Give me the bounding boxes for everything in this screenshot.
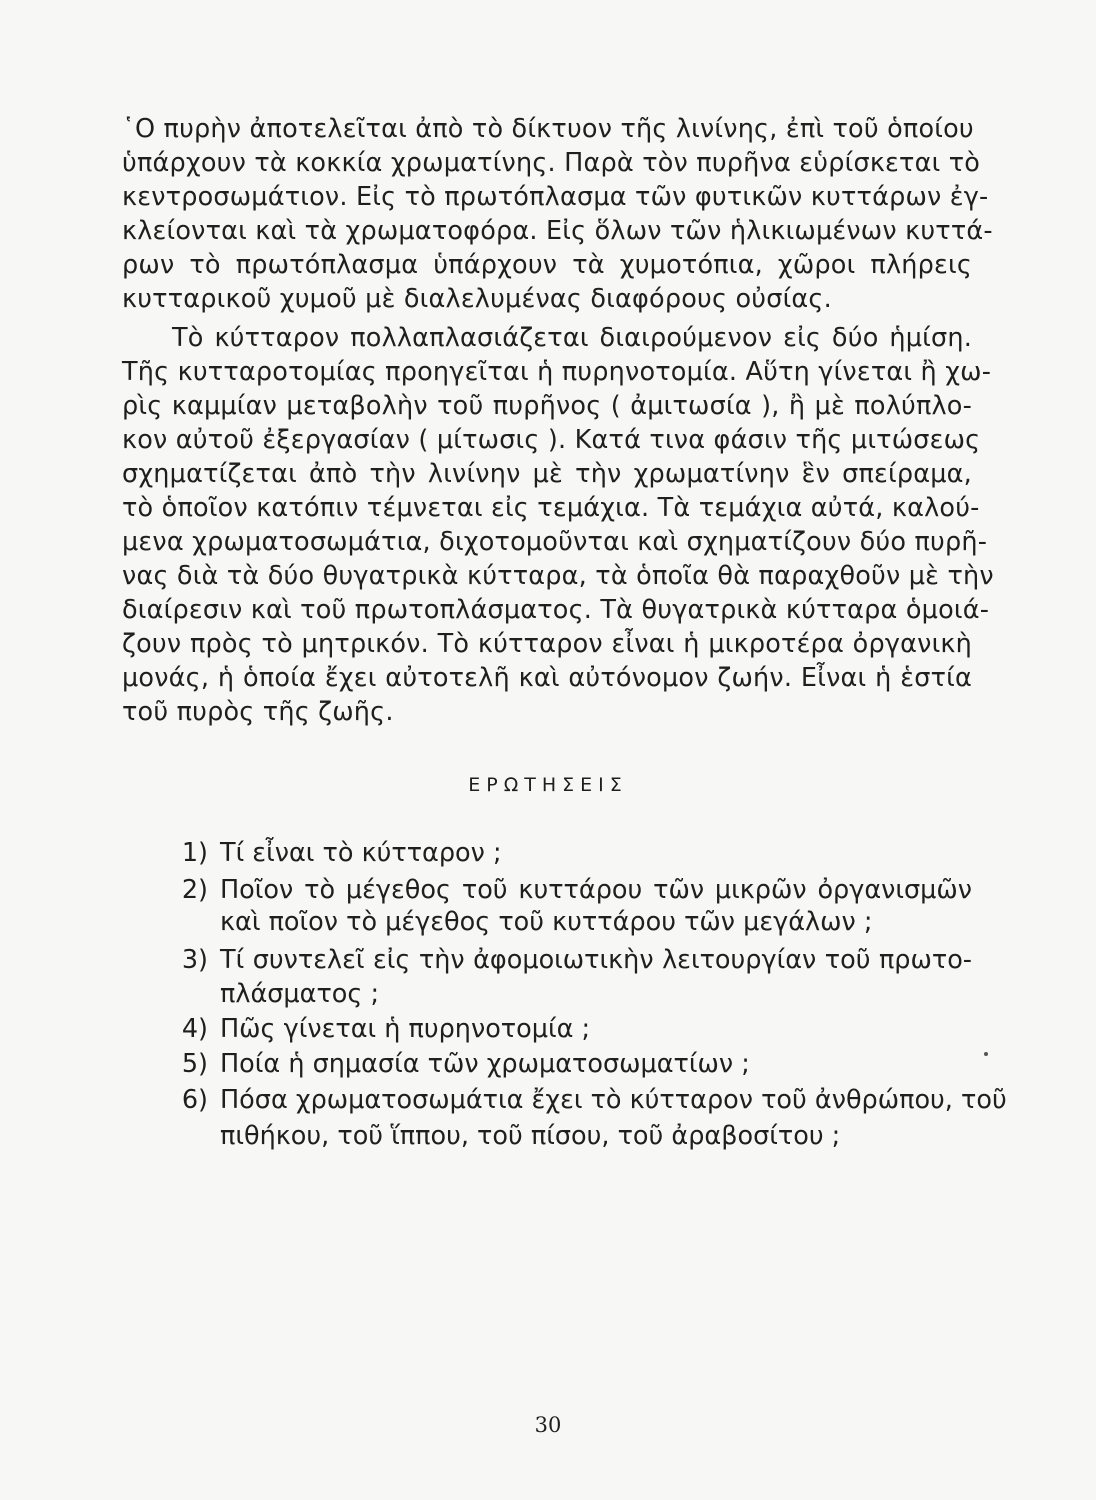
question-text: πλάσματος ;: [220, 979, 380, 1009]
question-number: 5): [181, 1049, 208, 1079]
question-number: 4): [181, 1014, 208, 1044]
body-line: μονάς, ἡ ὁποία ἔχει αὐτοτελῆ καὶ αὐτόνομον ζωήν. Εἶναι ἡ ἑστία: [122, 663, 972, 693]
body-line: διαίρεσιν καὶ τοῦ πρωτοπλάσματος. Τὰ θυγατρικὰ κύτταρα ὁμοιά-: [122, 595, 990, 625]
body-line: τοῦ πυρὸς τῆς ζωῆς.: [122, 697, 394, 727]
body-line: ῾Ο πυρὴν ἀποτελεῖται ἀπὸ τὸ δίκτυον τῆς λινίνης, ἐπὶ τοῦ ὁποίου: [122, 114, 974, 144]
question-text: Πῶς γίνεται ἡ πυρηνοτομία ;: [220, 1014, 591, 1044]
body-line: κον αὐτοῦ ἐξεργασίαν ( μίτωσις ). Κατά τινα φάσιν τῆς μιτώσεως: [122, 425, 981, 455]
question-text: πιθήκου, τοῦ ἵππου, τοῦ πίσου, τοῦ ἀραβοσίτου ;: [220, 1121, 841, 1151]
page-number: 30: [534, 1413, 562, 1437]
questions-heading: ΕΡΩΤΗΣΕΙΣ: [468, 774, 628, 796]
question-text: Ποῖον τὸ μέγεθος τοῦ κυττάρου τῶν μικρῶν ὀργανισμῶν: [220, 875, 972, 905]
question-text: καὶ ποῖον τὸ μέγεθος τοῦ κυττάρου τῶν μεγάλων ;: [220, 907, 873, 937]
question-number: 2): [181, 875, 208, 905]
question-number: 3): [181, 945, 208, 975]
print-speck: [984, 1052, 988, 1056]
question-text: Πόσα χρωματοσωμάτια ἔχει τὸ κύτταρον τοῦ ἀνθρώπου, τοῦ: [220, 1085, 1007, 1115]
body-line: ζουν πρὸς τὸ μητρικόν. Τὸ κύτταρον εἶναι ἡ μικροτέρα ὀργανικὴ: [122, 629, 972, 659]
body-line: κυτταρικοῦ χυμοῦ μὲ διαλελυμένας διαφόρους οὐσίας.: [122, 284, 832, 314]
body-line: Τῆς κυτταροτομίας προηγεῖται ἡ πυρηνοτομία. Αὕτη γίνεται ἢ χω-: [122, 357, 992, 387]
body-line: κλείονται καὶ τὰ χρωματοφόρα. Εἰς ὅλων τῶν ἡλικιωμένων κυττά-: [122, 216, 993, 246]
question-number: 1): [181, 838, 208, 868]
body-line: τὸ ὁποῖον κατόπιν τέμνεται εἰς τεμάχια. Τὰ τεμάχια αὐτά, καλού-: [122, 493, 980, 523]
body-line: μενα χρωματοσωμάτια, διχοτομοῦνται καὶ σχηματίζουν δύο πυρῆ-: [122, 527, 988, 557]
question-text: Τί εἶναι τὸ κύτταρον ;: [220, 838, 502, 868]
question-text: Ποία ἡ σημασία τῶν χρωματοσωματίων ;: [220, 1049, 750, 1079]
question-text: Τί συντελεῖ εἰς τὴν ἀφομοιωτικὴν λειτουργίαν τοῦ πρωτο-: [220, 945, 972, 975]
body-line: νας διὰ τὰ δύο θυγατρικὰ κύτταρα, τὰ ὁποῖα θὰ παραχθοῦν μὲ τὴν: [122, 561, 994, 591]
body-line: ρων τὸ πρωτόπλασμα ὑπάρχουν τὰ χυμοτόπια, χῶροι πλήρεις: [122, 250, 972, 280]
question-number: 6): [181, 1085, 208, 1115]
body-line: Τὸ κύτταρον πολλαπλασιάζεται διαιρούμενον εἰς δύο ἡμίση.: [172, 323, 972, 353]
body-line: ρὶς καμμίαν μεταβολὴν τοῦ πυρῆνος ( ἀμιτωσία ), ἢ μὲ πολύπλο-: [122, 391, 972, 421]
body-line: ὑπάρχουν τὰ κοκκία χρωματίνης. Παρὰ τὸν πυρῆνα εὑρίσκεται τὸ: [122, 148, 981, 178]
body-line: σχηματίζεται ἀπὸ τὴν λινίνην μὲ τὴν χρωματίνην ἓν σπείραμα,: [122, 459, 972, 489]
body-line: κεντροσωμάτιον. Εἰς τὸ πρωτόπλασμα τῶν φυτικῶν κυττάρων ἐγ-: [122, 182, 989, 212]
